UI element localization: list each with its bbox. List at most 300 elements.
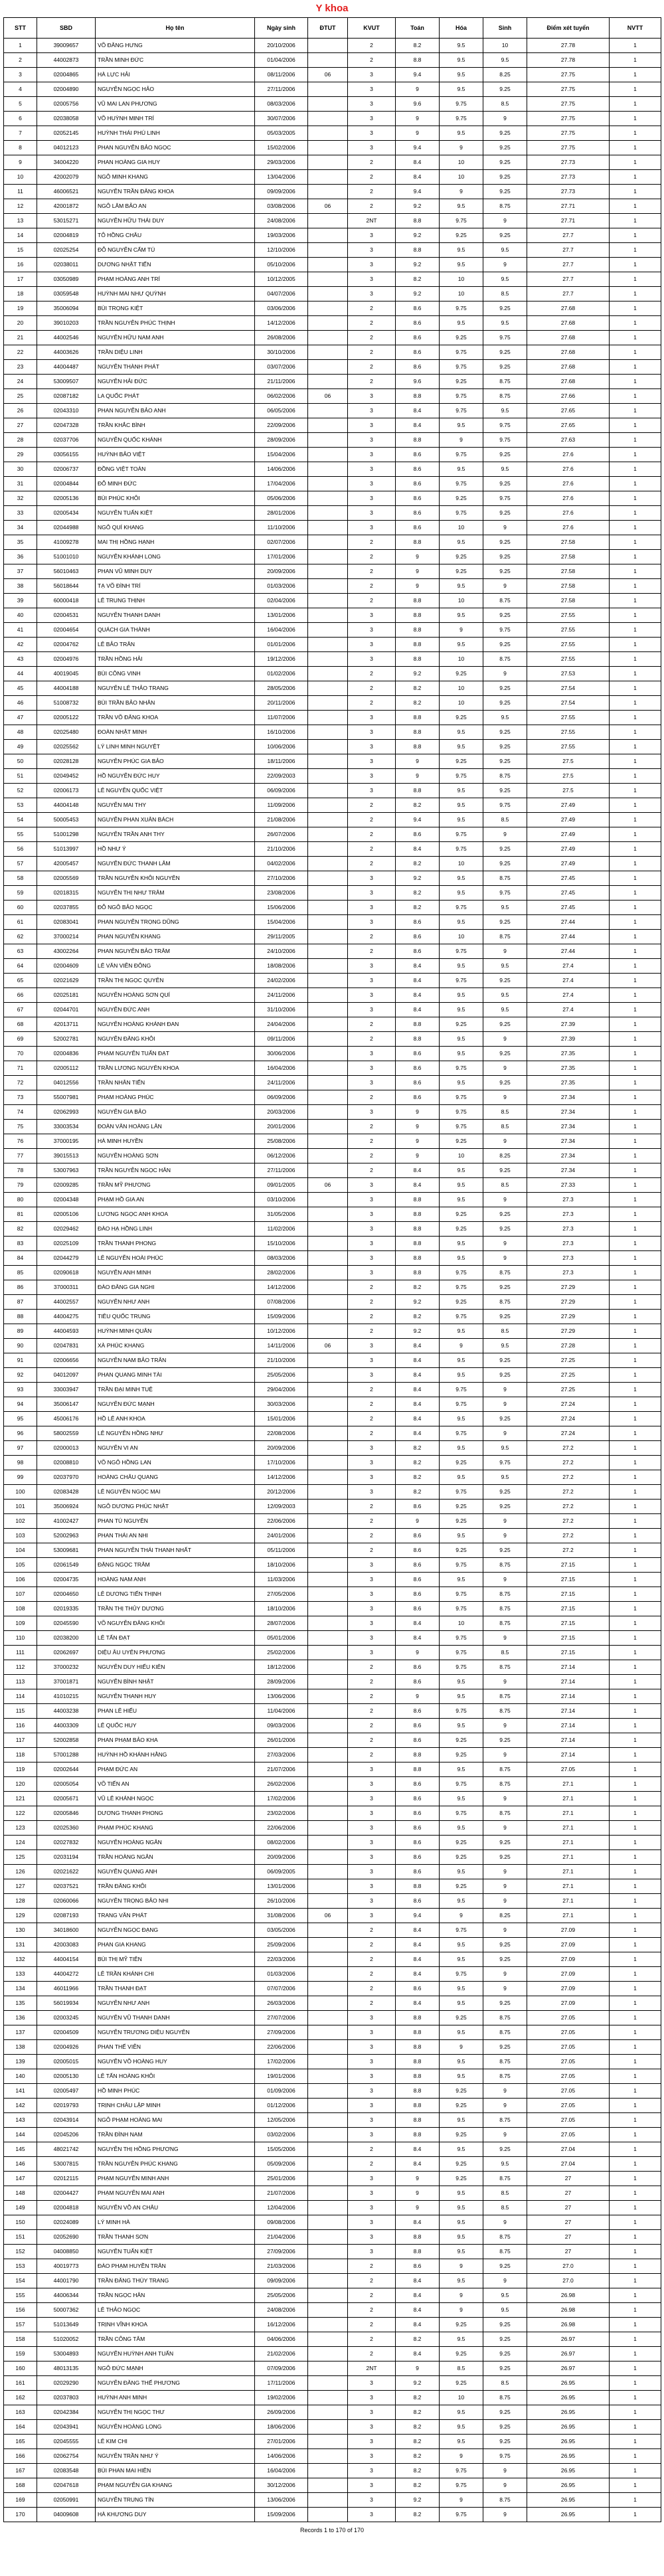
cell-dob: 02/04/2006 xyxy=(255,594,308,608)
cell-math: 8.8 xyxy=(396,1762,440,1777)
cell-biology: 8.75 xyxy=(483,1689,527,1704)
cell-math: 8.8 xyxy=(396,2011,440,2025)
cell-stt: 95 xyxy=(4,1412,37,1426)
cell-math: 8.6 xyxy=(396,1821,440,1836)
cell-kvut: 2 xyxy=(348,1733,396,1748)
cell-dtut xyxy=(308,1368,348,1383)
cell-sbd: 44004275 xyxy=(37,1310,96,1324)
cell-chemistry: 9.5 xyxy=(440,2186,483,2201)
cell-sbd: 02003245 xyxy=(37,2011,96,2025)
cell-name: TRẦN ĐẠI MINH TUỆ xyxy=(96,1383,255,1397)
cell-sbd: 02021622 xyxy=(37,1865,96,1879)
cell-sbd: 35006147 xyxy=(37,1397,96,1412)
cell-biology: 9.5 xyxy=(483,2303,527,2318)
cell-math: 8.6 xyxy=(396,1704,440,1719)
table-row xyxy=(4,2172,661,2186)
cell-biology: 9.5 xyxy=(483,711,527,725)
cell-dtut xyxy=(308,1543,348,1558)
cell-admission-score: 27.78 xyxy=(527,39,610,53)
cell-kvut: 3 xyxy=(348,2478,396,2493)
cell-chemistry: 9.5 xyxy=(440,1470,483,1485)
cell-nvtt: 1 xyxy=(610,477,661,491)
cell-kvut: 3 xyxy=(348,769,396,784)
cell-nvtt: 1 xyxy=(610,886,661,901)
cell-dob: 30/10/2006 xyxy=(255,345,308,360)
cell-nvtt: 1 xyxy=(610,1587,661,1602)
cell-sbd: 04012123 xyxy=(37,141,96,155)
cell-dob: 16/04/2006 xyxy=(255,2464,308,2478)
cell-sbd: 51013997 xyxy=(37,842,96,857)
cell-dtut xyxy=(308,1806,348,1821)
cell-admission-score: 26.98 xyxy=(527,2318,610,2332)
cell-dob: 24/04/2006 xyxy=(255,1017,308,1032)
cell-dtut xyxy=(308,1061,348,1076)
cell-dob: 27/10/2006 xyxy=(255,871,308,886)
cell-biology: 8.5 xyxy=(483,813,527,827)
cell-math: 8.8 xyxy=(396,2113,440,2128)
cell-biology: 9.25 xyxy=(483,448,527,462)
cell-admission-score: 27.55 xyxy=(527,638,610,652)
cell-chemistry: 9.5 xyxy=(440,1719,483,1733)
cell-admission-score: 27.68 xyxy=(527,331,610,345)
table-row xyxy=(4,2025,661,2040)
cell-biology: 9.25 xyxy=(483,1207,527,1222)
cell-kvut: 3 xyxy=(348,2055,396,2069)
cell-dob: 19/02/2006 xyxy=(255,2391,308,2405)
cell-name: NGUYỄN HOÀNG SƠN QUÍ xyxy=(96,988,255,1003)
cell-admission-score: 27.4 xyxy=(527,988,610,1003)
cell-math: 9.6 xyxy=(396,97,440,112)
cell-admission-score: 27.5 xyxy=(527,769,610,784)
cell-dtut xyxy=(308,1777,348,1792)
cell-dob: 22/06/2006 xyxy=(255,2040,308,2055)
cell-dob: 30/07/2006 xyxy=(255,112,308,126)
table-row xyxy=(4,2274,661,2288)
cell-chemistry: 9.5 xyxy=(440,725,483,740)
cell-biology: 9.75 xyxy=(483,623,527,638)
cell-math: 9.2 xyxy=(396,1324,440,1339)
cell-biology: 9.25 xyxy=(483,228,527,243)
cell-dob: 13/06/2006 xyxy=(255,1689,308,1704)
cell-dob: 14/06/2006 xyxy=(255,462,308,477)
cell-chemistry: 9.75 xyxy=(440,389,483,404)
cell-stt: 83 xyxy=(4,1237,37,1251)
table-row xyxy=(4,1134,661,1149)
cell-sbd: 02019335 xyxy=(37,1602,96,1616)
cell-stt: 11 xyxy=(4,185,37,199)
cell-math: 8.2 xyxy=(396,2405,440,2420)
cell-admission-score: 27.09 xyxy=(527,1982,610,1996)
cell-nvtt: 1 xyxy=(610,871,661,886)
cell-stt: 93 xyxy=(4,1383,37,1397)
cell-stt: 25 xyxy=(4,389,37,404)
cell-dtut: 06 xyxy=(308,1339,348,1353)
cell-name: NGUYỄN HOÀNG NGÂN xyxy=(96,1836,255,1850)
cell-admission-score: 27.55 xyxy=(527,740,610,754)
table-row xyxy=(4,2391,661,2405)
cell-dtut xyxy=(308,2025,348,2040)
cell-kvut: 3 xyxy=(348,448,396,462)
cell-kvut: 3 xyxy=(348,871,396,886)
cell-name: TRẦN THANH SƠN xyxy=(96,2230,255,2245)
cell-biology: 9 xyxy=(483,1967,527,1982)
cell-stt: 42 xyxy=(4,638,37,652)
cell-dob: 15/04/2006 xyxy=(255,915,308,930)
cell-name: TRẦN NGỌC HÂN xyxy=(96,2288,255,2303)
cell-stt: 94 xyxy=(4,1397,37,1412)
cell-math: 8.4 xyxy=(396,1383,440,1397)
cell-stt: 1 xyxy=(4,39,37,53)
cell-kvut: 2 xyxy=(348,1134,396,1149)
table-row xyxy=(4,1076,661,1090)
cell-nvtt: 1 xyxy=(610,1660,661,1675)
cell-biology: 8.5 xyxy=(483,287,527,301)
cell-nvtt: 1 xyxy=(610,2040,661,2055)
table-row xyxy=(4,1032,661,1047)
cell-chemistry: 9.5 xyxy=(440,1675,483,1689)
table-row xyxy=(4,2201,661,2215)
cell-stt: 58 xyxy=(4,871,37,886)
cell-stt: 77 xyxy=(4,1149,37,1163)
cell-dtut xyxy=(308,2391,348,2405)
cell-biology: 9.25 xyxy=(483,681,527,696)
cell-kvut: 3 xyxy=(348,389,396,404)
cell-admission-score: 27.05 xyxy=(527,2025,610,2040)
cell-admission-score: 27.1 xyxy=(527,1865,610,1879)
cell-dtut xyxy=(308,1865,348,1879)
cell-dob: 21/11/2006 xyxy=(255,375,308,389)
cell-nvtt: 1 xyxy=(610,2303,661,2318)
cell-admission-score: 27.58 xyxy=(527,579,610,594)
table-row xyxy=(4,857,661,871)
cell-admission-score: 27.53 xyxy=(527,667,610,681)
cell-biology: 9.25 xyxy=(483,1163,527,1178)
cell-dtut xyxy=(308,345,348,360)
cell-name: BÙI THỊ MỸ TIÊN xyxy=(96,1952,255,1967)
cell-nvtt: 1 xyxy=(610,1733,661,1748)
cell-biology: 9 xyxy=(483,1032,527,1047)
cell-math: 9 xyxy=(396,1149,440,1163)
cell-math: 8.8 xyxy=(396,2230,440,2245)
cell-biology: 9.25 xyxy=(483,1047,527,1061)
cell-math: 9.2 xyxy=(396,258,440,272)
cell-dob: 18/08/2006 xyxy=(255,959,308,974)
table-row xyxy=(4,2347,661,2361)
cell-biology: 9.25 xyxy=(483,477,527,491)
cell-chemistry: 9.25 xyxy=(440,550,483,564)
cell-sbd: 02004348 xyxy=(37,1193,96,1207)
cell-dtut xyxy=(308,974,348,988)
cell-math: 8.6 xyxy=(396,360,440,375)
cell-math: 8.4 xyxy=(396,1996,440,2011)
cell-dob: 11/07/2006 xyxy=(255,711,308,725)
cell-stt: 3 xyxy=(4,68,37,82)
cell-name: LÊ NGUYỄN HOÀI PHÚC xyxy=(96,1251,255,1266)
cell-kvut: 2NT xyxy=(348,2361,396,2376)
table-row xyxy=(4,901,661,915)
cell-math: 8.4 xyxy=(396,1412,440,1426)
cell-chemistry: 9.5 xyxy=(440,2332,483,2347)
cell-chemistry: 10 xyxy=(440,930,483,944)
cell-sbd: 37001871 xyxy=(37,1675,96,1689)
cell-chemistry: 9.25 xyxy=(440,1879,483,1894)
cell-nvtt: 1 xyxy=(610,2493,661,2508)
cell-sbd: 39015513 xyxy=(37,1149,96,1163)
cell-nvtt: 1 xyxy=(610,1616,661,1631)
cell-name: LÊ TRUNG THỊNH xyxy=(96,594,255,608)
cell-name: TRẦN HOÀNG NGÂN xyxy=(96,1850,255,1865)
cell-dtut xyxy=(308,477,348,491)
cell-name: TRẦN NHÂN TIẾN xyxy=(96,1076,255,1090)
cell-name: NGUYỄN VŨ THANH DANH xyxy=(96,2011,255,2025)
cell-dtut xyxy=(308,1426,348,1441)
cell-dtut xyxy=(308,214,348,228)
cell-name: PHAN NGUYỄN KHANG xyxy=(96,930,255,944)
cell-kvut: 3 xyxy=(348,141,396,155)
cell-name: HUỲNH HỒ KHÁNH HẰNG xyxy=(96,1748,255,1762)
cell-biology: 9.25 xyxy=(483,2347,527,2361)
cell-stt: 82 xyxy=(4,1222,37,1237)
cell-nvtt: 1 xyxy=(610,1412,661,1426)
cell-dob: 26/10/2006 xyxy=(255,1894,308,1909)
cell-dtut xyxy=(308,798,348,813)
cell-sbd: 02009285 xyxy=(37,1178,96,1193)
cell-dtut xyxy=(308,1879,348,1894)
table-row xyxy=(4,944,661,959)
cell-sbd: 44004154 xyxy=(37,1952,96,1967)
cell-biology: 9.25 xyxy=(483,1543,527,1558)
cell-chemistry: 10 xyxy=(440,287,483,301)
cell-nvtt: 1 xyxy=(610,360,661,375)
cell-math: 8.2 xyxy=(396,2478,440,2493)
cell-biology: 9 xyxy=(483,2508,527,2522)
cell-kvut: 3 xyxy=(348,1909,396,1923)
cell-dtut xyxy=(308,1704,348,1719)
cell-chemistry: 10 xyxy=(440,681,483,696)
cell-dob: 14/12/2006 xyxy=(255,316,308,331)
cell-admission-score: 27.1 xyxy=(527,1792,610,1806)
cell-admission-score: 27.15 xyxy=(527,1573,610,1587)
cell-dob: 30/12/2006 xyxy=(255,2478,308,2493)
cell-biology: 9 xyxy=(483,2084,527,2099)
cell-nvtt: 1 xyxy=(610,243,661,258)
cell-dob: 02/07/2006 xyxy=(255,535,308,550)
cell-dob: 26/02/2006 xyxy=(255,1777,308,1792)
cell-sbd: 35006924 xyxy=(37,1500,96,1514)
cell-name: NGUYỄN VI AN xyxy=(96,1441,255,1456)
cell-stt: 38 xyxy=(4,579,37,594)
cell-biology: 9.25 xyxy=(483,155,527,170)
cell-nvtt: 1 xyxy=(610,1675,661,1689)
cell-dtut xyxy=(308,1003,348,1017)
cell-admission-score: 27.68 xyxy=(527,375,610,389)
cell-dtut xyxy=(308,1762,348,1777)
cell-dtut xyxy=(308,1646,348,1660)
cell-nvtt: 1 xyxy=(610,1689,661,1704)
cell-name: LÊ NGUYỄN QUỐC VIỆT xyxy=(96,784,255,798)
cell-name: TRANG VĂN PHÁT xyxy=(96,1909,255,1923)
table-row xyxy=(4,2186,661,2201)
cell-admission-score: 27.1 xyxy=(527,1879,610,1894)
cell-dtut: 06 xyxy=(308,199,348,214)
cell-math: 9 xyxy=(396,1514,440,1529)
table-row xyxy=(4,1996,661,2011)
cell-admission-score: 27.09 xyxy=(527,1938,610,1952)
table-row xyxy=(4,1675,661,1689)
cell-sbd: 02087193 xyxy=(37,1909,96,1923)
cell-math: 8.6 xyxy=(396,1573,440,1587)
cell-dob: 25/02/2006 xyxy=(255,1646,308,1660)
cell-dtut xyxy=(308,1134,348,1149)
cell-nvtt: 1 xyxy=(610,1821,661,1836)
cell-name: ĐÀO PHẠM HUYỀN TRÂN xyxy=(96,2259,255,2274)
cell-name: PHAN NGUYỄN TRỌNG DŨNG xyxy=(96,915,255,930)
cell-biology: 9.5 xyxy=(483,2157,527,2172)
cell-nvtt: 1 xyxy=(610,901,661,915)
table-row xyxy=(4,550,661,564)
cell-math: 8.8 xyxy=(396,740,440,754)
cell-biology: 8.75 xyxy=(483,389,527,404)
table-row xyxy=(4,638,661,652)
cell-biology: 9.25 xyxy=(483,608,527,623)
cell-kvut: 3 xyxy=(348,1616,396,1631)
table-row xyxy=(4,301,661,316)
cell-stt: 45 xyxy=(4,681,37,696)
cell-admission-score: 27.2 xyxy=(527,1456,610,1470)
cell-dtut xyxy=(308,39,348,53)
cell-stt: 110 xyxy=(4,1631,37,1646)
cell-chemistry: 9.5 xyxy=(440,608,483,623)
cell-dtut xyxy=(308,1719,348,1733)
cell-biology: 9.25 xyxy=(483,185,527,199)
cell-math: 8.8 xyxy=(396,1222,440,1237)
cell-chemistry: 9.25 xyxy=(440,1836,483,1850)
cell-nvtt: 1 xyxy=(610,2025,661,2040)
cell-name: ĐÀO ĐĂNG GIA NGHI xyxy=(96,1280,255,1295)
cell-dob: 17/04/2006 xyxy=(255,477,308,491)
cell-dob: 26/09/2006 xyxy=(255,2405,308,2420)
cell-stt: 124 xyxy=(4,1836,37,1850)
cell-kvut: 3 xyxy=(348,1777,396,1792)
cell-dob: 30/03/2006 xyxy=(255,1397,308,1412)
cell-biology: 9.25 xyxy=(483,170,527,185)
cell-stt: 19 xyxy=(4,301,37,316)
cell-stt: 65 xyxy=(4,974,37,988)
cell-stt: 137 xyxy=(4,2025,37,2040)
cell-nvtt: 1 xyxy=(610,126,661,141)
cell-nvtt: 1 xyxy=(610,1178,661,1193)
cell-kvut: 3 xyxy=(348,68,396,82)
cell-kvut: 3 xyxy=(348,886,396,901)
cell-math: 8.8 xyxy=(396,1032,440,1047)
cell-dob: 08/03/2006 xyxy=(255,1251,308,1266)
cell-sbd: 52002963 xyxy=(37,1529,96,1543)
cell-name: NGUYỄN ANH MINH xyxy=(96,1266,255,1280)
cell-name: NGUYỄN ĐỨC THANH LÂM xyxy=(96,857,255,871)
cell-kvut: 3 xyxy=(348,1646,396,1660)
cell-admission-score: 27.3 xyxy=(527,1237,610,1251)
cell-admission-score: 27.55 xyxy=(527,652,610,667)
cell-dob: 29/04/2006 xyxy=(255,1383,308,1397)
cell-dob: 14/06/2006 xyxy=(255,2449,308,2464)
cell-dtut xyxy=(308,857,348,871)
cell-dtut xyxy=(308,1280,348,1295)
cell-name: NGUYỄN ĐỨC MẠNH xyxy=(96,1397,255,1412)
cell-chemistry: 9.75 xyxy=(440,1426,483,1441)
cell-chemistry: 9.75 xyxy=(440,1105,483,1120)
cell-dtut xyxy=(308,126,348,141)
cell-name: NGUYỄN NGỌC ĐẠNG xyxy=(96,1923,255,1938)
cell-chemistry: 9.5 xyxy=(440,1792,483,1806)
cell-chemistry: 9.5 xyxy=(440,1894,483,1909)
table-row xyxy=(4,1748,661,1762)
cell-chemistry: 9.75 xyxy=(440,112,483,126)
cell-biology: 9 xyxy=(483,1982,527,1996)
cell-kvut: 2 xyxy=(348,2332,396,2347)
cell-sbd: 02004531 xyxy=(37,608,96,623)
table-row xyxy=(4,1792,661,1806)
cell-sbd: 44004272 xyxy=(37,1967,96,1982)
cell-kvut: 2 xyxy=(348,930,396,944)
cell-stt: 170 xyxy=(4,2508,37,2522)
cell-chemistry: 9.5 xyxy=(440,959,483,974)
table-row xyxy=(4,1047,661,1061)
cell-biology: 9 xyxy=(483,2215,527,2230)
cell-nvtt: 1 xyxy=(610,2011,661,2025)
cell-name: ĐẶNG NGỌC TRÂM xyxy=(96,1558,255,1573)
cell-dtut xyxy=(308,594,348,608)
cell-sbd: 53015271 xyxy=(37,214,96,228)
cell-dob: 03/07/2006 xyxy=(255,360,308,375)
table-row xyxy=(4,623,661,638)
cell-sbd: 02005671 xyxy=(37,1792,96,1806)
table-row xyxy=(4,681,661,696)
cell-math: 8.6 xyxy=(396,462,440,477)
cell-chemistry: 9.5 xyxy=(440,1689,483,1704)
cell-math: 8.6 xyxy=(396,1660,440,1675)
cell-sbd: 42001872 xyxy=(37,199,96,214)
cell-admission-score: 27.6 xyxy=(527,477,610,491)
cell-admission-score: 27.39 xyxy=(527,1032,610,1047)
cell-dob: 21/10/2006 xyxy=(255,842,308,857)
cell-dob: 03/10/2006 xyxy=(255,1193,308,1207)
cell-name: PHẠM ĐỨC AN xyxy=(96,1762,255,1777)
cell-stt: 161 xyxy=(4,2376,37,2391)
cell-kvut: 2 xyxy=(348,345,396,360)
cell-name: NGÔ QUÍ KHANG xyxy=(96,521,255,535)
cell-kvut: 3 xyxy=(348,2245,396,2259)
cell-biology: 9.25 xyxy=(483,126,527,141)
cell-name: TRẦN ĐĂNG THÙY TRANG xyxy=(96,2274,255,2288)
cell-nvtt: 1 xyxy=(610,1748,661,1762)
cell-admission-score: 27.09 xyxy=(527,1967,610,1982)
cell-dob: 28/05/2006 xyxy=(255,681,308,696)
cell-admission-score: 27.6 xyxy=(527,491,610,506)
cell-sbd: 02028128 xyxy=(37,754,96,769)
cell-dtut xyxy=(308,564,348,579)
cell-name: ĐỖ NGUYỄN CẨM TÚ xyxy=(96,243,255,258)
cell-admission-score: 27.68 xyxy=(527,301,610,316)
cell-stt: 12 xyxy=(4,199,37,214)
cell-stt: 49 xyxy=(4,740,37,754)
cell-name: NGUYỄN ĐĂNG KHÔI xyxy=(96,1032,255,1047)
cell-kvut: 2 xyxy=(348,681,396,696)
cell-name: NGUYỄN HOÀNG LONG xyxy=(96,2420,255,2435)
cell-sbd: 02050991 xyxy=(37,2493,96,2508)
cell-sbd: 02024089 xyxy=(37,2215,96,2230)
cell-admission-score: 27.1 xyxy=(527,1850,610,1865)
cell-sbd: 50005453 xyxy=(37,813,96,827)
